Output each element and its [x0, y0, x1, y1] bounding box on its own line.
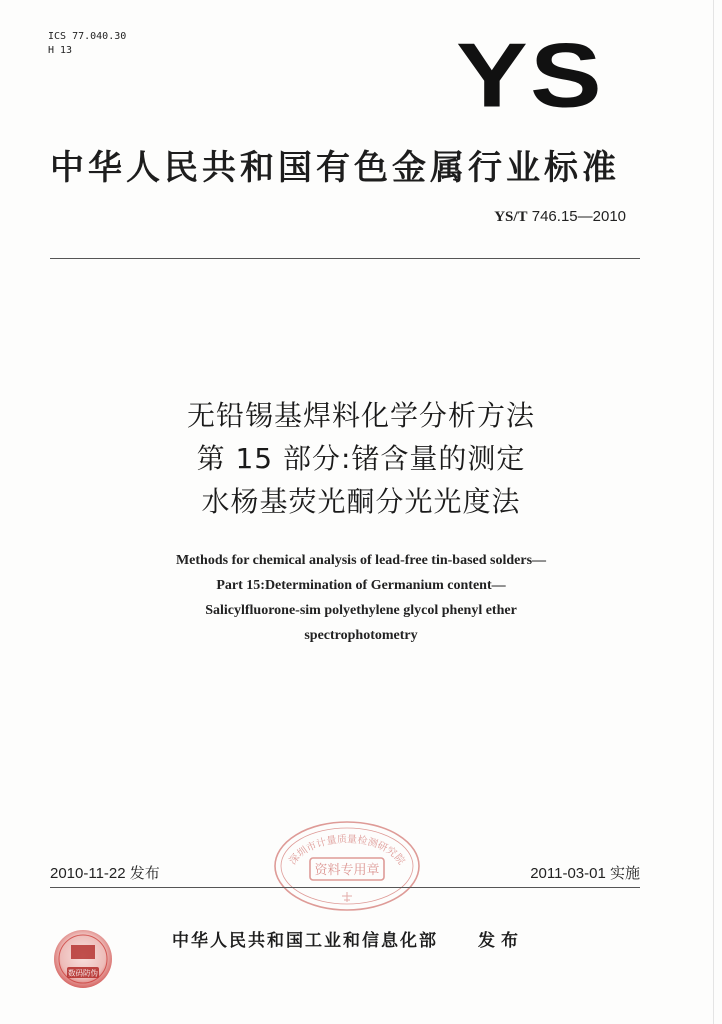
stamp-text: 资料专用章 — [314, 863, 380, 878]
class-code: H 13 — [48, 45, 73, 56]
chinese-title-line-2: 第 15 部分:锗含量的测定 — [196, 442, 526, 475]
anticounterfeit-label: 数码防伪 — [68, 968, 98, 978]
chinese-title — [0, 394, 722, 523]
issuing-authority: 中华人民共和国工业和信息化部 — [172, 931, 438, 951]
chinese-title-line-3: 水杨基荧光酮分光光度法 — [201, 485, 521, 518]
standard-number-prefix: YS/T — [494, 209, 528, 225]
anticounterfeit-seal-icon — [52, 928, 114, 990]
english-title-line-1: Methods for chemical analysis of lead-free tin-based solders— — [175, 553, 547, 568]
ics-code: ICS 77.040.30 — [48, 31, 127, 42]
english-title-line-4: spectrophotometry — [304, 628, 418, 643]
classification-codes — [48, 30, 126, 58]
english-title-line-3: Salicylfluorone-sim polyethylene glycol phenyl ether — [205, 603, 517, 618]
english-title — [0, 548, 722, 648]
chinese-title-line-1: 无铅锡基焊料化学分析方法 — [186, 399, 535, 432]
release-date: 2010-11-22 发布 — [50, 865, 160, 882]
standard-type-title: 中华人民共和国有色金属行业标准 — [50, 148, 620, 188]
issue-label: 发布 — [478, 931, 524, 951]
stamp-ring-text: 深圳市计量质量检测研究院 — [287, 834, 407, 868]
standard-number — [494, 208, 626, 226]
top-divider — [50, 258, 640, 259]
document-stamp — [272, 820, 422, 912]
bottom-divider — [50, 887, 640, 888]
ys-logo: YS — [456, 24, 604, 127]
standard-number-value: 746.15—2010 — [531, 208, 626, 225]
english-title-line-2: Part 15:Determination of Germanium content— — [216, 578, 506, 593]
effective-date: 2011-03-01 实施 — [530, 865, 640, 882]
